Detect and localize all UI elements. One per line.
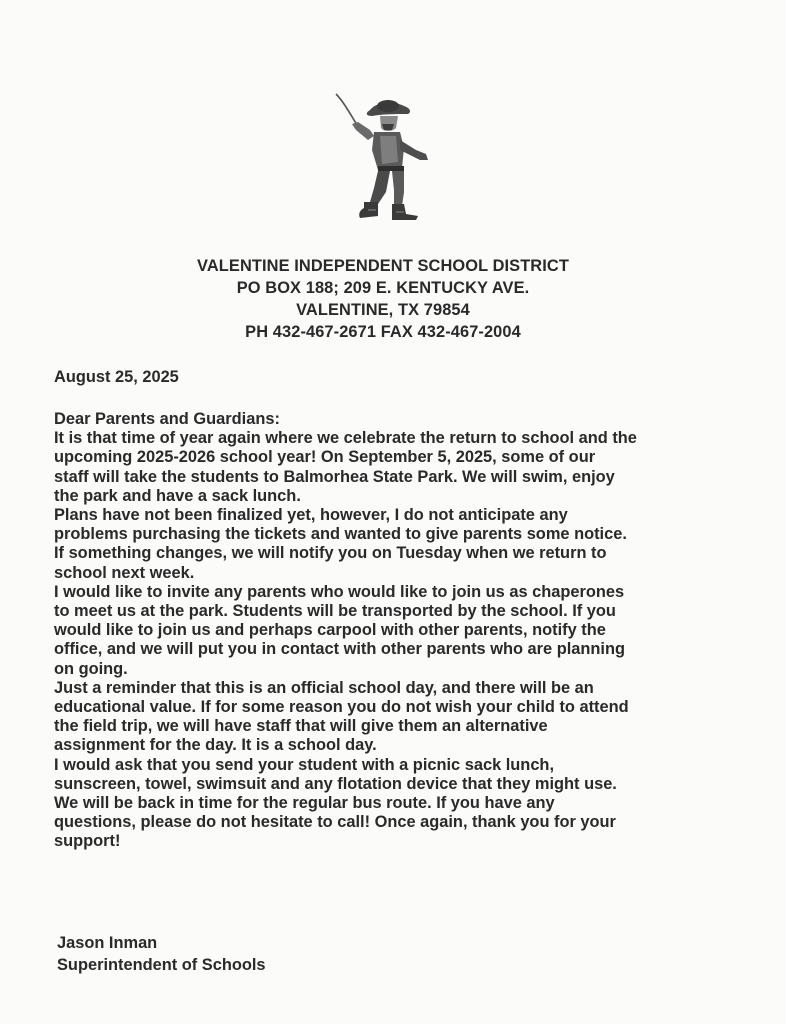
letter-body	[54, 410, 774, 852]
body-line: assignment for the day. It is a school day.	[54, 736, 377, 755]
body-line: questions, please do not hesitate to call! Once again, thank you for your	[54, 813, 616, 832]
signer-title: Superintendent of Schools	[57, 956, 266, 974]
body-line: to meet us at the park. Students will be transported by the school. If you	[54, 602, 616, 621]
district-address: PO BOX 188; 209 E. KENTUCKY AVE.	[236, 279, 530, 297]
body-line: problems purchasing the tickets and wanted to give parents some notice.	[54, 525, 627, 544]
cowboy-mascot-icon	[332, 92, 436, 222]
district-name: VALENTINE INDEPENDENT SCHOOL DISTRICT	[197, 257, 569, 275]
body-line: would like to join us and perhaps carpool with other parents, notify the	[54, 621, 606, 640]
body-line: upcoming 2025-2026 school year! On September 5, 2025, some of our	[54, 448, 596, 467]
letter-date: August 25, 2025	[54, 368, 179, 386]
body-line: I would ask that you send your student with a picnic sack lunch,	[54, 755, 555, 774]
body-line: the field trip, we will have staff that will give them an alternative	[54, 717, 548, 736]
body-line: educational value. If for some reason you do not wish your child to attend	[54, 698, 629, 717]
salutation: Dear Parents and Guardians:	[54, 410, 280, 428]
body-line: It is that time of year again where we celebrate the return to school and the	[54, 429, 637, 448]
body-line: staff will take the students to Balmorhea State Park. We will swim, enjoy	[54, 467, 615, 486]
signature-block	[57, 932, 266, 976]
body-line: office, and we will put you in contact with other parents who are planning	[54, 640, 625, 659]
body-line: Plans have not been finalized yet, however, I do not anticipate any	[54, 506, 568, 525]
district-city: VALENTINE, TX 79854	[296, 301, 470, 319]
letterhead	[0, 255, 766, 343]
body-line: If something changes, we will notify you on Tuesday when we return to	[54, 544, 607, 563]
body-line: support!	[54, 832, 121, 851]
body-line: on going.	[54, 659, 128, 678]
body-line: the park and have a sack lunch.	[54, 486, 301, 505]
body-line: I would like to invite any parents who would like to join us as chaperones	[54, 582, 625, 601]
body-line: sunscreen, towel, swimsuit and any flotation device that they might use.	[54, 774, 617, 793]
district-phone-fax: PH 432-467-2671 FAX 432-467-2004	[245, 323, 521, 341]
body-line: school next week.	[54, 563, 195, 582]
signer-name: Jason Inman	[57, 934, 158, 952]
body-line: We will be back in time for the regular bus route. If you have any	[54, 794, 555, 813]
body-line: Just a reminder that this is an official school day, and there will be an	[54, 678, 594, 697]
